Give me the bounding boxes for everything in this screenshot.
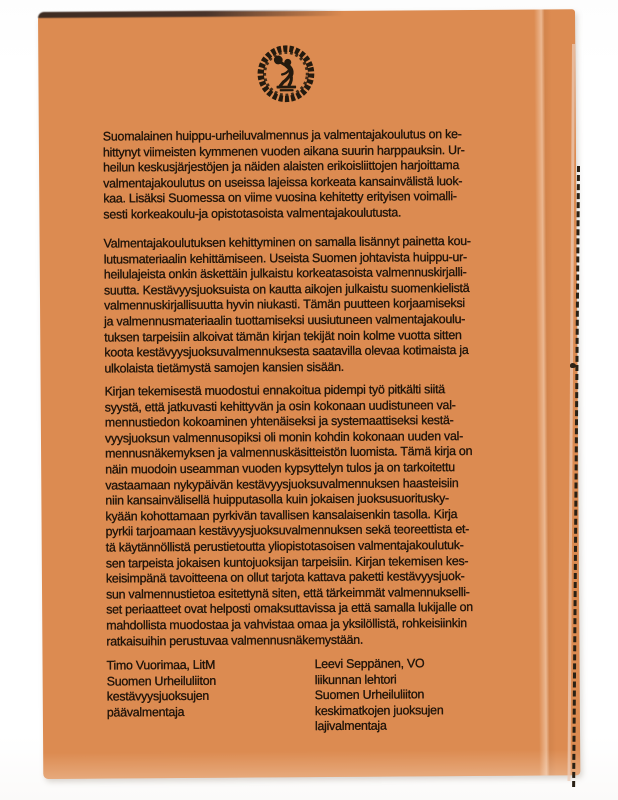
book-back-cover [38, 9, 580, 779]
author-credit-right: Leevi Seppänen, VO liikunnan lehtori Suomen Urheiluliiton keskimatkojen juoksujen lajivalmentaja [314, 656, 444, 734]
edge-ink-spot [570, 363, 576, 368]
blurb-paragraph-1: Suomalainen huippu-urheiluvalmennus ja valmentajakoulutus on ke- hittynyt viimeisten kymmenen vuoden aikana suurin harppauksin. Ur- heilun keskusjärjestöjen ja näiden alaisten erikoisliittojen harjoittama valmentajakoulutus on useissa lajeissa korkeata kansainvälistä luok- kaa. Lisäksi Suomessa on viime vuosina kehitetty erityisen voimalli- sesti korkeakoulu-ja opistotasoista valmentajakoulutusta. [102, 127, 465, 222]
blurb-paragraph-3: Kirjan tekemisestä muodostui ennakoitua pidempi työ pitkälti siitä syystä, että jatkuvasti kehittyvän ja osin kokonaan uudistuneen val- mennustiedon kokoaminen yhtenäiseksi ja systemaattiseksi kestä- vyysjuoksun valmennusopiksi oli monin kohdin kokonaan uuden val- mennusnäkemyksen ja valmennuskäsitteistön luomista. Tämä kirja on näin muodoin useamman vuoden kypsyttelyn tulos ja on tarkoitettu vastaamaan nykypäivän kestävyysjuoksuvalmennuksen haasteisiin niin kansainvälisellä huipputasolla kuin jokaisen juoksusuoritusky- kyään kohottamaan pyrkivän tavallisen kansalaisenkin tasolla. Kirja pyrkii tarjoamaan kestävyysjuoksuvalmennuksen sekä teoreettista et- tä käytännöllistä perustietoutta yliopistotasoisen valmentajakoulutuk- sen tarpeista jokaisen kuntojuoksijan tarpeisiin. Kirjan tekemisen kes- keisimpänä tavoitteena on ollut tarjota kattava paketti kestävyysjuok- sun valmennustietoa esitettynä siten, että tärkeimmät valmennukselli- set periaatteet ovat helposti omaksuttavissa ja että samalla lukijalle on mahdollista muodostaa ja vahvistaa omaa ja yksilöllistä, rohkeisiinkin ratkaisuihin perustuvaa valmennusnäkemystään. [104, 382, 473, 649]
discus-thrower-wreath-icon [254, 42, 317, 105]
author-credit-left: Timo Vuorimaa, LitM Suomen Urheiluliiton kestävyysjuoksujen päävalmentaja [106, 657, 217, 720]
blurb-paragraph-2: Valmentajakoulutuksen kehittyminen on samalla lisännyt painetta kou- lutusmateriaalin kehittämiseen. Useista Suomen johtavista huippu-ur- heilulajeista onkin äskettäin julkaistu korkeatasoista valmennuskirjalli- suutta. Kestävyysjuoksuista on kautta aikojen julkaistu suomenkielistä valmennuskirjallisuutta hyvin niukasti. Tämän puutteen korjaamiseksi ja valmennusmateriaalin tuottamiseksi uusiutuneen valmentajakoulu- tuksen tarpeisiin alkoivat tämän kirjan tekijät noin kolme vuotta sitten koota kestävyysjuoksuvalmennuksesta saatavilla olevaa kotimaista ja ulkolaista tietämystä samojen kansien sisään. [103, 233, 471, 376]
